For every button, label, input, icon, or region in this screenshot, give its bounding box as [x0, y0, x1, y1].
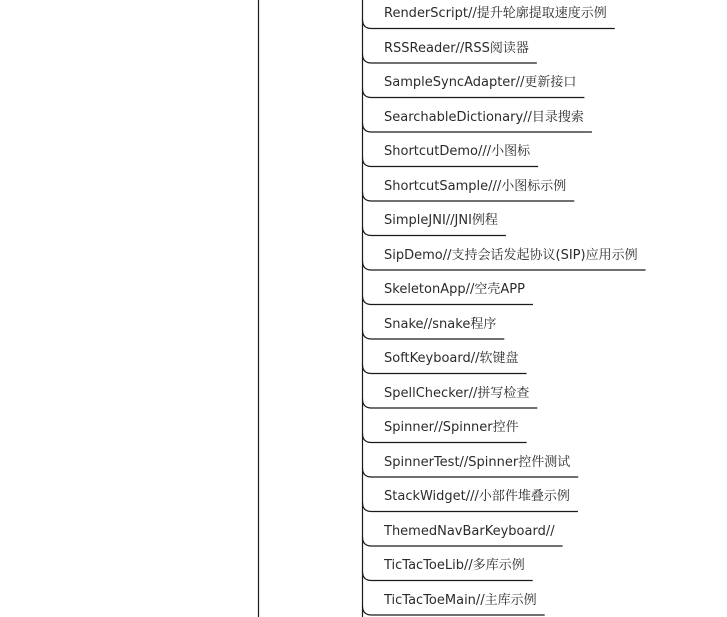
node-label[interactable]: SearchableDictionary//目录搜索: [384, 109, 584, 125]
node-label[interactable]: Spinner//Spinner控件: [384, 420, 519, 435]
node-label[interactable]: StackWidget///小部件堆叠示例: [384, 489, 570, 504]
node-label[interactable]: SimpleJNI//JNI例程: [384, 213, 498, 228]
node-label[interactable]: SpinnerTest//Spinner控件测试: [384, 454, 571, 470]
node-label[interactable]: SoftKeyboard//软键盘: [384, 351, 519, 366]
node-label[interactable]: SpellChecker//拼写检查: [384, 385, 530, 401]
node-label[interactable]: ThemedNavBarKeyboard//: [384, 523, 555, 539]
node-label[interactable]: RSSReader//RSS阅读器: [384, 40, 529, 56]
node-label[interactable]: RenderScript//提升轮廓提取速度示例: [384, 6, 607, 21]
node-label[interactable]: SipDemo//支持会话发起协议(SIP)应用示例: [384, 247, 638, 263]
node-label[interactable]: TicTacToeLib//多库示例: [384, 558, 525, 573]
node-label[interactable]: TicTacToeMain//主库示例: [384, 592, 537, 608]
node-label[interactable]: ShortcutSample///小图标示例: [384, 178, 567, 194]
node-label[interactable]: Snake//snake程序: [384, 316, 497, 332]
node-label[interactable]: SkeletonApp//空壳APP: [384, 282, 525, 297]
node-label[interactable]: ShortcutDemo///小图标: [384, 144, 531, 159]
node-label[interactable]: SampleSyncAdapter//更新接口: [384, 75, 577, 90]
